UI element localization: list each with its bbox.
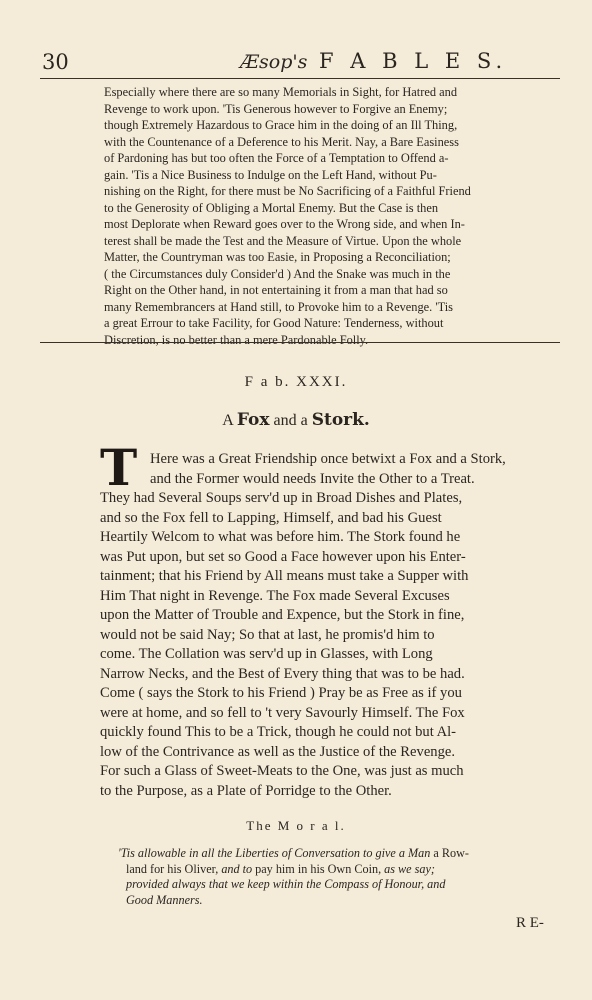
moral-line2-roman-b: pay him in his Own Coin, — [252, 861, 385, 876]
text-line: Him That night in Revenge. The Fox made Several Excuses — [100, 587, 450, 604]
drop-cap: T — [100, 438, 138, 497]
moral-line1-italic: 'Tis allowable in all the Liberties of Conversation to give a Man — [118, 846, 431, 860]
moral-line2-roman-a: land for his Oliver, — [126, 861, 222, 876]
fable-title-stork: Stork. — [311, 410, 370, 430]
text-line: with the Countenance of a Deference to his Merit. Nay, a Bare Easiness — [104, 134, 459, 149]
fable-title-fox: Fox — [236, 410, 270, 430]
text-line: quickly found This to be a Trick, though he could not but Al- — [100, 724, 457, 740]
text-line: Discretion, is no better than a mere Pardonable Folly. — [104, 332, 369, 347]
text-line: low of the Contrivance as well as the Justice of the Revenge. — [100, 743, 456, 760]
text-line: tainment; that his Friend by All means must take a Supper with — [100, 568, 469, 584]
text-line: though Extremely Hazardous to Grace him in the doing of an Ill Thing, — [104, 118, 458, 132]
previous-fable-reflection — [104, 84, 556, 348]
moral-heading: The M o r a l. — [246, 818, 346, 833]
fable-title-a: A — [222, 412, 233, 429]
text-line: Come ( says the Stork to his Friend ) Pray be as Free as if you — [100, 685, 462, 701]
text-line: ( the Circumstances duly Consider'd ) And the Snake was much in the — [104, 266, 451, 281]
fable-number: F a b. XXXI. — [244, 374, 348, 390]
moral-line2-italic-a: and to — [221, 861, 253, 876]
text-line: of Pardoning has but too often the Force of a Temptation to Offend a- — [104, 151, 449, 165]
text-line: terest shall be made the Test and the Measure of Virtue. Upon the whole — [104, 233, 462, 248]
text-line: to the Purpose, as a Plate of Porridge to the Other. — [100, 782, 392, 799]
moral-line2-italic-b: as we say; — [384, 861, 435, 876]
text-line: nishing on the Right, for there must be No Sacrificing of a Faithful Friend — [104, 184, 471, 198]
text-line: gain. 'Tis a Nice Business to Indulge on the Left Hand, without Pu- — [104, 167, 437, 182]
text-line: They had Several Soups serv'd up in Broad Dishes and Plates, — [100, 490, 463, 506]
moral-line: provided always that we keep within the Compass of Honour, and — [126, 877, 446, 891]
text-line: come. The Collation was serv'd up in Glasses, with Long — [100, 646, 433, 662]
text-line: upon the Matter of Trouble and Expence, but the Stork in fine, — [100, 607, 465, 623]
fable-text — [100, 450, 556, 801]
text-line: Revenge to work upon. 'Tis Generous however to Forgive an Enemy; — [104, 101, 448, 116]
running-head — [40, 48, 560, 79]
moral-line: Good Manners. — [126, 892, 203, 907]
page-number: 30 — [42, 50, 69, 74]
moral-line — [118, 862, 554, 878]
fable-title-and: and a — [273, 412, 308, 429]
text-line: Matter, the Countryman was too Easie, in Proposing a Reconciliation; — [104, 250, 451, 264]
text-line: Heartily Welcom to what was before him. The Stork found he — [100, 529, 461, 545]
section-divider — [40, 342, 560, 343]
catchword: R E- — [516, 915, 544, 931]
text-line: to the Generosity of Obliging a Mortal Enemy. But the Case is then — [104, 200, 439, 215]
text-line: was Put upon, but set so Good a Face however upon his Enter- — [100, 548, 466, 565]
moral-line — [118, 846, 554, 862]
text-line: would not be said Nay; So that at last, he promis'd him to — [100, 626, 435, 643]
running-title-prefix: Æsop's — [240, 51, 308, 73]
text-line: a great Errour to take Facility, for Good Nature: Tenderness, without — [104, 316, 444, 330]
text-line: many Remembrancers at Hand still, to Provoke him to a Revenge. 'Tis — [104, 299, 454, 314]
moral-text — [118, 846, 554, 908]
moral-line1-roman: a Row- — [430, 846, 469, 860]
text-line: For such a Glass of Sweet-Meats to the One, was just as much — [100, 763, 464, 779]
text-line: Right on the Other hand, in not entertaining it from a man that had so — [104, 283, 448, 297]
text-line: Especially where there are so many Memorials in Sight, for Hatred and — [104, 85, 458, 99]
text-line: Here was a Great Friendship once betwixt a Fox and a Stork, — [150, 451, 506, 467]
text-line: were at home, and so fell to 't very Savourly Himself. The Fox — [100, 704, 465, 721]
text-line: most Deplorate when Reward goes over to the Wrong side, and when In- — [104, 217, 465, 231]
running-title — [240, 49, 507, 73]
fable-title — [0, 410, 592, 430]
text-line: and the Former would needs Invite the Other to a Treat. — [150, 470, 475, 487]
text-line: Narrow Necks, and the Best of Every thing that was to be had. — [100, 665, 465, 682]
text-line: and so the Fox fell to Lapping, Himself, and bad his Guest — [100, 509, 442, 526]
running-title-main: F A B L E S. — [319, 49, 508, 73]
